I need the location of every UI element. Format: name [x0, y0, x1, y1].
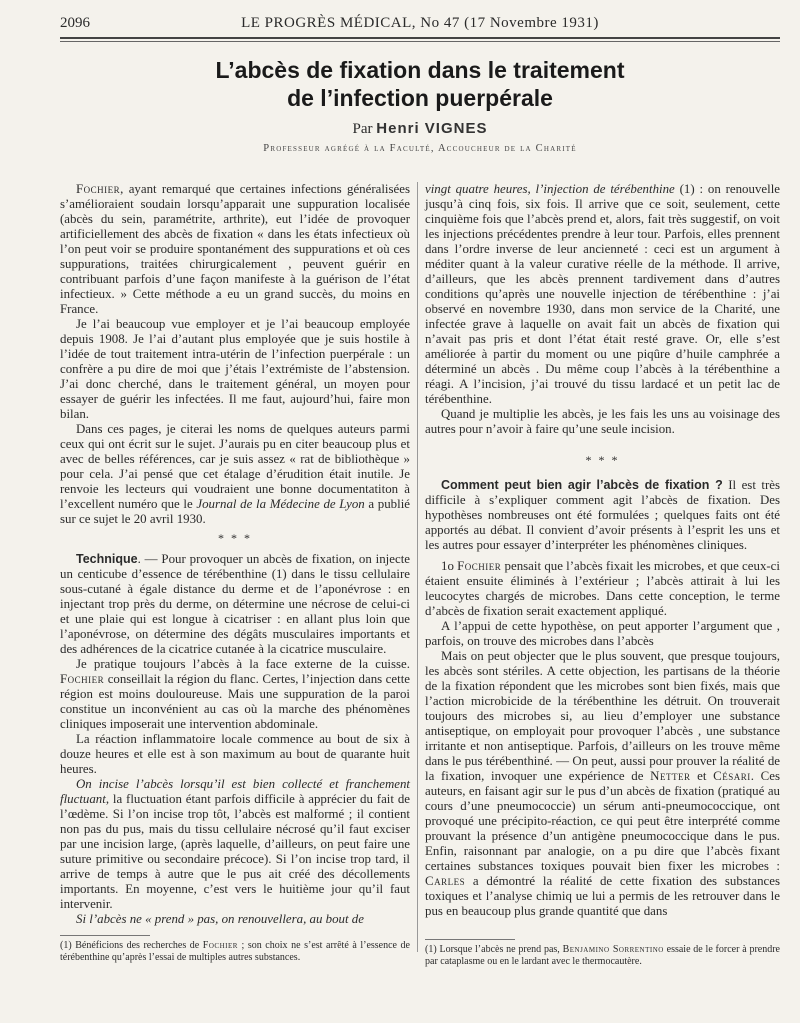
- author-name: Henri VIGNES: [376, 120, 488, 137]
- paragraph: vingt quatre heures, l’injection de térébenthine (1) : on renouvelle jusqu’à cinq fois, six fois. Il arrive que ce soit, seulement, cette cinquième fois que l’abcès prend et, alors, fait très suggestif, on voit les injections précédentes prendre à leur tour. Parfois, elles prennent dans l’ordre inverse de leur ancienneté : ceci est un argument à méditer quant à la valeur curative réelle de la méthode. Il arrive, d’ailleurs, que les abcès prennent tardivement dans d’autres conditions qu’après une nouvelle injection de térébenthine : j’ai observé en novembre 1930, dans mon service de la Charité, une infectée grave à laquelle on avait fait un abcès de fixation qui n’avait pas pris et dont l’état était resté grave. Or, elle s’est améliorée à partir du moment ou une piqûre d’huile camphrée a déterminé un abcès . Du même coup l’abcès à la térébenthine a réagi. A l’incision, j’ai trouvé du tissu lardacé et un petit lac de térébenthine.: [425, 182, 780, 406]
- author-reference: Fochier: [60, 672, 105, 686]
- header-rule-thin: [60, 41, 780, 42]
- paragraph: Technique. — Pour provoquer un abcès de fixation, on injecte un centicube d’essence de térébenthine (1) dans le tissu cellulaire sous-cutané à égale distance du derme et de l’aponévrose : en injectant trop près du derme, on détermine une nécrose de celui-ci et une plaie qui est longue à cicatriser : en allant plus loin que l’aponévrose, on détermine des dégâts musculaires importants et des adhérences de la cicatrice cutanée à la cicatrice musculaire.: [60, 552, 410, 656]
- paragraph: Mais on peut objecter que le plus souvent, que presque toujours, les abcès sont stériles. A cette objection, les partisans de la théorie de la fixation répondent que les microbes sont bien fixés, mais que l’action microbicide de la térébenthine les détruit. On trouverait toujours des microbes si, au lieu d’employer une substance antiseptique, on employait pour provoquer l’abcès , une substance irritante et non antiseptique. Parfois, d’ailleurs on les trouve même dans le pus térébenthiné. — On peut, aussi pour prouver la réalité de la fixation, invoquer une expérience de Netter et Césari. Ces auteurs, en faisant agir sur le pus d’un abcès de fixation (pratiqué au cours d’une pneumococcie) un sérum anti-pneumococcique, ont provoqué une précipito-réaction, ce qui peut être interprété comme prouvant la présence d’un antigène pneumococcique dans le pus. Enfin, raisonnant par analogie, on a pu dire que l’abcès fixant certaines substances toxiques pouvait bien fixer les microbes : Carles a démontré la réalité de cette fixation des substances toxiques et l’analyse chimiq ue lui a permis de les retrouver dans le pus en beaucoup plus grande quantité que dans: [425, 649, 780, 918]
- right-column: [425, 182, 780, 919]
- paragraph: Je l’ai beaucoup vue employer et je l’ai beaucoup employée depuis 1908. Je l’ai d’autant plus employée que je suis hostile à l’idée de tout traitement intra-utérin de l’infection puerpérale : un confrère a pu dire de moi que j’étais l’extrémiste de l’abstension. J’ai donc cherché, dans le traitement général, un moyen pour essayer de guérir les infectées. Il me faut, aujourd’hui, faire mon bilan.: [60, 317, 410, 421]
- paragraph: La réaction inflammatoire locale commence au bout de six à douze heures et elle est à son maximum au bout de quarante huit heures.: [60, 732, 410, 776]
- section-title-technique: Technique: [76, 552, 138, 566]
- page-number: 2096: [60, 15, 90, 31]
- byline-prefix: Par: [352, 121, 373, 137]
- paragraph: A l’appui de cette hypothèse, on peut apporter l’argument que , parfois, on trouve des microbes dans l’abcès: [425, 619, 780, 648]
- section-separator: * * *: [218, 531, 252, 545]
- paragraph: 1o Fochier pensait que l’abcès fixait les microbes, et que ceux-ci étaient ensuite éliminés à l’extérieur ; l’abcès attirait à lui les leucocytes chargés de microbes. Dans cette conception, le terme d’abcès de fixation serait exactement appliqué.: [425, 559, 780, 618]
- paragraph: On incise l’abcès lorsqu’il est bien collecté et franchement fluctuant, la fluctuation étant parfois difficile à apprécier du fait de l’œdème. Si l’on incise trop tôt, l’abcès est malformé ; il contient non pas du pus, mais du tissu cellulaire nécrosé qu’il faut exciser par une incision large, (après laquelle, d’ailleurs, on peut faire une suture primitive ou secondaire précoce). Si l’on incise trop tard, il arrive de temps à autre que le pus ait créé des décollements importants. En moyenne, c’est vers le huitième jour qu’il faut intervenir.: [60, 777, 410, 911]
- left-column: [60, 182, 410, 927]
- title-line-1: L’abcès de fixation dans le traitement: [215, 57, 625, 83]
- paragraph: Quand je multiplie les abcès, je les fais les uns au voisinage des autres pour n’avoir à faire qu’une seule incision.: [425, 407, 780, 436]
- footnote-right: (1) Lorsque l’abcès ne prend pas, Benjamino Sorrentino essaie de le forcer à prendre par cataplasme ou en le lardant avec le thermocautère.: [425, 944, 780, 967]
- title-block: [60, 56, 780, 154]
- author-reference: Césari: [713, 769, 751, 783]
- footnote-rule: [425, 939, 515, 940]
- section-title-mechanism: Comment peut bien agir l’abcès de fixation ?: [441, 478, 723, 492]
- paragraph: Je pratique toujours l’abcès à la face externe de la cuisse. Fochier conseillait la région du flanc. Certes, l’injection dans cette région est moins douloureuse. Mais une suppuration de la paroi constitue un inconvénient au cas où la marche des phénomènes cliniques imposerait une intervention abdominale.: [60, 657, 410, 731]
- header-rule: [60, 37, 780, 39]
- paragraph: Dans ces pages, je citerai les noms de quelques auteurs parmi ceux qui ont écrit sur le sujet. J’aurais pu en citer beaucoup plus et avec de belles références, car je suis assez « rat de bibliothèque » pour cela. J’ai pensé que cet étalage d’érudition était inutile. Je renvoie les lecteurs qui voudraient une bonne documentatiton à l’excellent numéro que le Journal de la Médecine de Lyon a publié sur ce sujet le 20 avril 1930.: [60, 422, 411, 526]
- journal-reference: Journal de la Médecine de Lyon: [196, 497, 365, 511]
- article-title: [60, 56, 780, 112]
- author-reference: Carles: [425, 874, 466, 888]
- author-reference: Fochier: [457, 559, 502, 573]
- section-separator: * * *: [585, 453, 620, 467]
- author-reference: Netter: [650, 769, 691, 783]
- journal-title: LE PROGRÈS MÉDICAL, No 47 (17 Novembre 1931): [241, 15, 599, 31]
- paragraph: Si l’abcès ne « prend » pas, on renouvellera, au bout de: [76, 912, 364, 926]
- running-head: [60, 15, 780, 35]
- footnote-rule: [60, 935, 150, 936]
- byline: [60, 120, 780, 138]
- column-divider: [417, 182, 418, 952]
- title-line-2: de l’infection puerpérale: [287, 85, 553, 111]
- author-reference: Fochier: [76, 182, 121, 196]
- author-affiliation: Professeur agrégé à la Faculté, Accoucheur de la Charité: [263, 143, 577, 154]
- paragraph: Fochier, ayant remarqué que certaines infections généralisées s’amélioraient soudain lorsqu’apparait une suppuration localisée (abcès du sein, paramétrite, arthrite), eut l’idée de provoquer artificiellement des abcès de fixation « dans les états infectieux où l’on peut voir se produire spontanément des suppurations et où ces suppurations, traitées chirurgicalement , peuvent guérir en contribuant parfois d’une façon manifeste à la guérison de l’état infectieux. » Cette méthode a eu un grand succès, du moins en France.: [60, 182, 410, 316]
- footnote-left: (1) Bénéficions des recherches de Fochier ; son choix ne s’est arrêté à l’essence de térébenthine qu’après l’essai de multiples autres substances.: [60, 940, 410, 963]
- paragraph: Comment peut bien agir l’abcès de fixation ? Il est très difficile à s’expliquer comment agit l’abcès de fixation. Des hypothèses nombreuses ont été formulées ; quelques faits ont été apportés au débat. Il convient d’avoir présents à l’esprit les uns et les autres pour essayer d’interpréter les phénomènes cliniques.: [425, 478, 780, 552]
